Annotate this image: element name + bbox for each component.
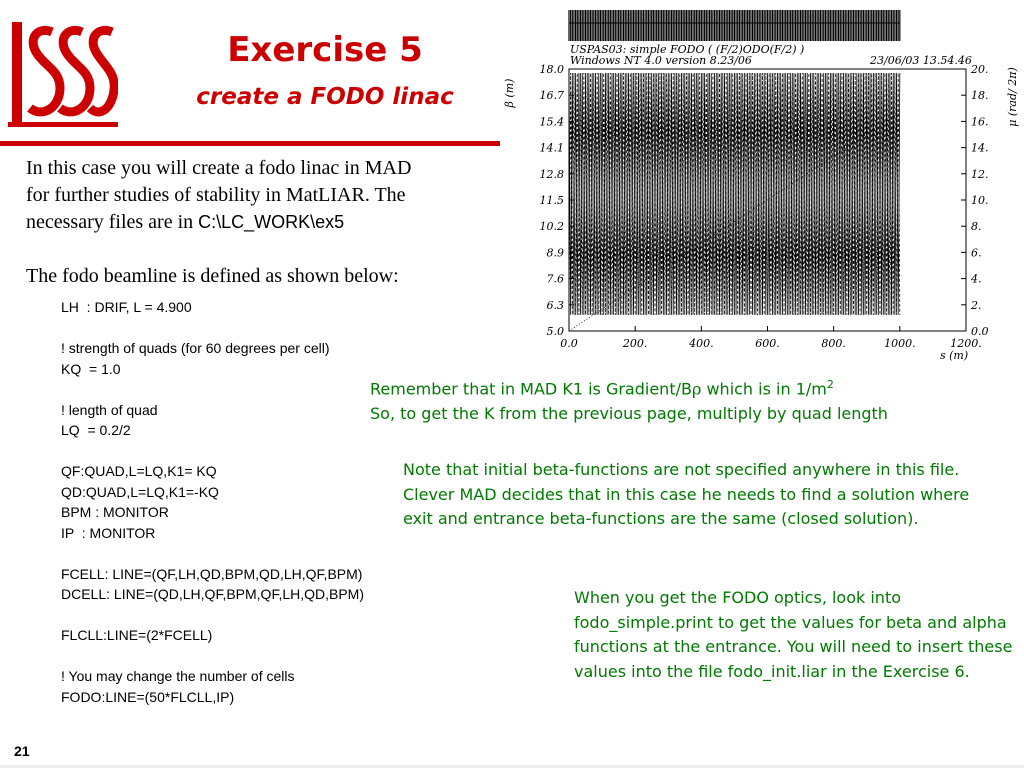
code-line — [61, 379, 364, 400]
y-tick-label-left: 8.9 — [546, 246, 564, 260]
plot-header-left: USPAS03: simple FODO ( (F/2)ODO(F/2) ) — [570, 43, 805, 56]
y-tick-label-right: 4. — [971, 272, 982, 286]
x-tick-label: 1000. — [884, 337, 916, 350]
code-line — [61, 318, 364, 339]
note-line — [370, 373, 1020, 402]
y-tick-label-right: 18. — [971, 89, 989, 103]
y-axis-label-left: β (m) — [503, 78, 516, 108]
x-tick-label: 800. — [821, 337, 846, 350]
intro-paragraph — [26, 155, 496, 236]
code-line — [61, 605, 364, 626]
plot-curves — [569, 73, 900, 331]
slide-subtitle: create a FODO linac — [196, 84, 454, 110]
code-line: ! You may change the number of cells — [61, 668, 295, 684]
plot-header-left-2: Windows NT 4.0 version 8.23/06 — [570, 54, 752, 67]
code-line: DCELL: LINE=(QD,LH,QF,BPM,QF,LH,QD,BPM) — [61, 586, 365, 602]
logo-s-stroke — [90, 30, 114, 112]
title-divider — [0, 141, 500, 146]
file-path: C:\LC_WORK\ex5 — [198, 212, 345, 232]
y-tick-label-right: 16. — [971, 115, 989, 129]
y-tick-label-left: 12.8 — [539, 167, 564, 181]
note-k1-definition — [370, 373, 1020, 426]
code-line: LQ = 0.2/2 — [61, 422, 131, 438]
note-text: Remember that in MAD K1 is Gradient/B — [370, 379, 692, 399]
y-tick-label-right: 2. — [971, 298, 982, 312]
y-tick-label-right: 20. — [971, 63, 989, 76]
y-tick-label-left: 6.3 — [546, 298, 564, 312]
x-tick-label: 200. — [622, 337, 648, 350]
y-axis-label-right: μ (rad/ 2π) — [1006, 67, 1019, 127]
code-line: KQ = 1.0 — [61, 360, 121, 377]
code-line: ! length of quad — [61, 401, 158, 418]
x-tick-label: 600. — [755, 337, 780, 350]
intro-line — [26, 209, 496, 236]
y-tick-label-left: 16.7 — [539, 89, 564, 103]
y-tick-label-right: 6. — [971, 246, 982, 260]
x-tick-label: 0.0 — [560, 337, 578, 350]
code-line: ! strength of quads (for 60 degrees per cell) — [61, 340, 330, 356]
note-fodo-optics: When you get the FODO optics, look into fodo_simple.print to get the values for beta and alpha functions at the entrance. You will need to insert these values into the file fodo_init.liar in the Exercise 6. — [574, 588, 1013, 681]
logo-s-stroke — [30, 30, 60, 112]
note-line: So, to get the K from the previous page, multiply by quad length — [370, 403, 888, 423]
code-line: FLCLL:LINE=(2*FCELL) — [61, 627, 213, 643]
magnet-lattice-strip — [569, 10, 900, 41]
y-tick-label-right: 12. — [971, 167, 989, 181]
y-tick-label-left: 14.1 — [539, 141, 564, 155]
logo-s-stroke — [60, 30, 90, 112]
intro-line: for further studies of stability in MatLIAR. The — [26, 184, 406, 206]
code-line — [61, 543, 364, 564]
note-text: which is in 1/m — [701, 379, 827, 399]
y-tick-label-right: 10. — [971, 194, 989, 207]
code-line: FODO:LINE=(50*FLCLL,IP) — [61, 688, 235, 705]
note-initial-beta: Note that initial beta-functions are not specified anywhere in this file. Clever MAD decides that in this case he needs to find a solution where exit and entrance beta-functions are the same (closed solution). — [403, 460, 970, 528]
code-line: BPM : MONITOR — [61, 504, 169, 520]
mad-code-block — [61, 297, 364, 707]
y-tick-label-right: 14. — [971, 141, 989, 155]
superscript: 2 — [826, 378, 834, 391]
plot-header-right: 23/06/03 13.54.46 — [870, 54, 972, 67]
code-line: LH : DRIF, L = 4.900 — [61, 299, 192, 315]
y-tick-label-left: 5.0 — [546, 325, 564, 338]
code-line: QF:QUAD,L=LQ,K1= KQ — [61, 463, 217, 479]
y-tick-label-left: 10.2 — [539, 220, 564, 234]
x-tick-label: 400. — [689, 337, 714, 350]
logo-bar — [12, 22, 22, 122]
page-number: 21 — [14, 743, 30, 759]
y-tick-label-left: 7.6 — [546, 272, 564, 286]
y-tick-label-right: 0.0 — [971, 325, 989, 338]
code-line: FCELL: LINE=(QF,LH,QD,BPM,QD,LH,QF,BPM) — [61, 565, 363, 582]
y-tick-label-left: 15.4 — [539, 115, 564, 129]
code-line: IP : MONITOR — [61, 524, 156, 541]
x-tick-label: 1200. — [950, 337, 982, 350]
y-tick-label-left: 11.5 — [539, 194, 564, 207]
x-axis-label: s (m) — [940, 349, 969, 362]
fodo-intro-line: The fodo beamline is defined as shown below: — [26, 265, 399, 287]
code-line: QD:QUAD,L=LQ,K1=-KQ — [61, 483, 219, 500]
intro-line: In this case you will create a fodo linac in MAD — [26, 157, 412, 179]
code-line — [61, 441, 364, 462]
code-line — [61, 646, 364, 667]
intro-line-prefix: necessary files are in — [26, 211, 199, 233]
rho-symbol: ρ — [691, 379, 702, 399]
issues-logo — [8, 10, 118, 140]
y-tick-label-right: 8. — [971, 220, 982, 234]
slide-title: Exercise 5 — [227, 30, 423, 70]
y-tick-label-left: 18.0 — [539, 63, 564, 76]
logo-base — [8, 122, 118, 127]
beta-function-plot — [498, 5, 1024, 372]
